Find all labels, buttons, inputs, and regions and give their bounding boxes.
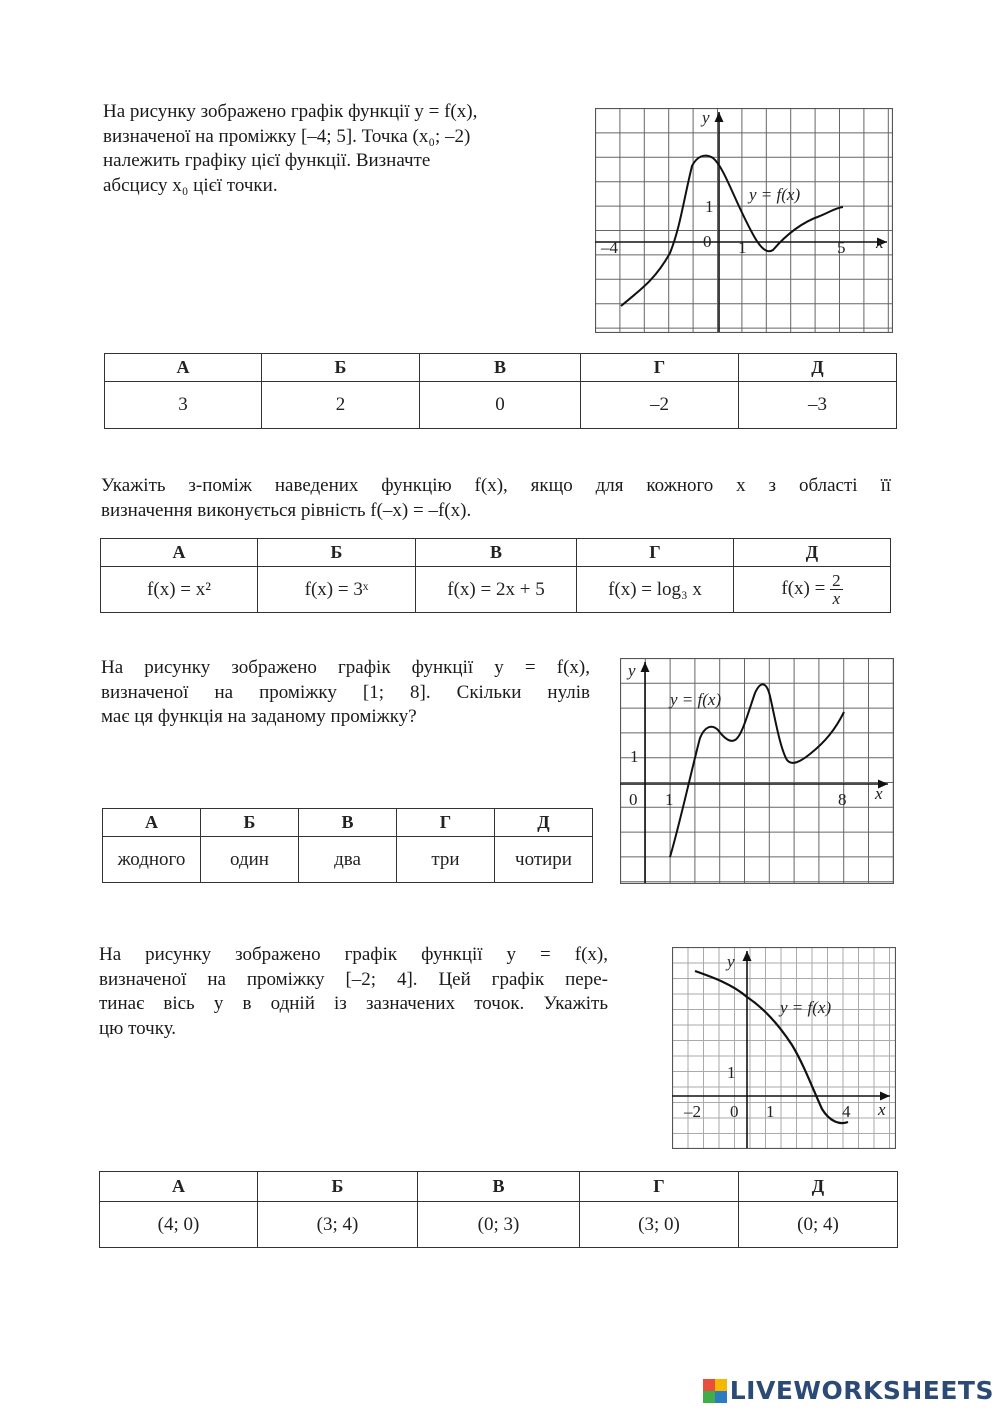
header-b: Б bbox=[258, 1172, 418, 1202]
fraction-numerator: 2 bbox=[832, 571, 841, 590]
grid-border bbox=[621, 659, 894, 884]
grid bbox=[595, 108, 893, 333]
tick-label-0: 0 bbox=[629, 790, 638, 809]
q1-line: абсцису x₀ цієї точки. bbox=[103, 174, 278, 196]
answer-option-b[interactable]: один bbox=[201, 837, 299, 883]
answer-option-b[interactable]: 2 bbox=[262, 382, 420, 429]
tick-label-1y: 1 bbox=[727, 1063, 736, 1082]
axis-y-label: y bbox=[702, 108, 710, 127]
header-a: А bbox=[105, 354, 262, 382]
answer-option-a[interactable]: (4; 0) bbox=[100, 1202, 258, 1248]
header-a: А bbox=[101, 539, 258, 567]
q1-graph bbox=[595, 108, 893, 333]
tick-label-0: 0 bbox=[730, 1102, 739, 1121]
header-b: Б bbox=[201, 809, 299, 837]
y-axis-arrow-icon bbox=[715, 112, 724, 122]
axis-x-label: x bbox=[876, 233, 884, 252]
q4-line: цю точку. bbox=[99, 1017, 177, 1039]
liveworksheets-logo-icon bbox=[703, 1379, 727, 1403]
q2-answer-table bbox=[100, 538, 891, 613]
y-axis-arrow-icon bbox=[641, 662, 650, 672]
liveworksheets-logo[interactable] bbox=[703, 1376, 994, 1405]
q3-line: На рисунку зображено графік функції y = f(x), bbox=[101, 657, 590, 678]
grid bbox=[672, 947, 896, 1149]
header-v: В bbox=[416, 539, 577, 567]
tick-label-8: 8 bbox=[838, 790, 847, 809]
q3-line: визначеної на проміжку [1; 8]. Скільки нулів bbox=[101, 681, 590, 703]
tick-label-0: 0 bbox=[703, 232, 712, 251]
answer-option-g[interactable]: f(x) = log₃ x bbox=[577, 567, 734, 613]
axis-y-label: y bbox=[727, 952, 735, 971]
answer-d-prefix: f(x) = bbox=[781, 577, 826, 599]
logo-tile bbox=[715, 1391, 727, 1403]
logo-text: LIVEWORKSHEETS bbox=[729, 1376, 994, 1405]
q2-line: визначення виконується рівність f(–x) = –f(x). bbox=[101, 499, 472, 521]
header-v: В bbox=[418, 1172, 580, 1202]
q1-answer-table bbox=[104, 353, 897, 429]
q3-text bbox=[101, 656, 590, 730]
tick-label-1x: 1 bbox=[766, 1102, 775, 1121]
header-v: В bbox=[420, 354, 581, 382]
function-label: y = f(x) bbox=[670, 690, 722, 709]
q4-line: визначеної на проміжку [–2; 4]. Цей графік пере- bbox=[99, 968, 608, 990]
tick-label-1x: 1 bbox=[738, 238, 747, 257]
logo-tile bbox=[715, 1379, 727, 1391]
axis-x-label: x bbox=[875, 784, 883, 803]
tick-label-1y: 1 bbox=[630, 747, 639, 766]
header-v: В bbox=[299, 809, 397, 837]
q4-line: На рисунку зображено графік функції y = f(x), bbox=[99, 944, 608, 965]
axis-x-label: x bbox=[878, 1100, 886, 1119]
q4-text bbox=[99, 943, 608, 1041]
function-label: y = f(x) bbox=[749, 185, 801, 204]
answer-option-v[interactable]: f(x) = 2x + 5 bbox=[416, 567, 577, 613]
header-d: Д bbox=[739, 354, 897, 382]
tick-label-5: 5 bbox=[837, 238, 846, 257]
grid-border bbox=[596, 109, 893, 333]
answer-option-v[interactable]: 0 bbox=[420, 382, 581, 429]
answer-option-a[interactable]: f(x) = x² bbox=[101, 567, 258, 613]
answer-option-d[interactable]: –3 bbox=[739, 382, 897, 429]
answer-option-v[interactable]: (0; 3) bbox=[418, 1202, 580, 1248]
axis-y-label: y bbox=[628, 661, 636, 680]
q1-graph-svg bbox=[595, 108, 893, 333]
tick-label-neg4: –4 bbox=[601, 238, 618, 257]
answer-option-a[interactable]: 3 bbox=[105, 382, 262, 429]
function-curve bbox=[670, 684, 844, 857]
answer-option-g[interactable]: три bbox=[397, 837, 495, 883]
q2-line: Укажіть з-поміж наведених функцію f(x), якщо для кожного x з області її bbox=[101, 475, 891, 496]
answer-option-g[interactable]: (3; 0) bbox=[580, 1202, 739, 1248]
header-d: Д bbox=[734, 539, 891, 567]
q1-line: На рисунку зображено графік функції y = f(x), bbox=[103, 101, 478, 122]
answer-option-a[interactable]: жодного bbox=[103, 837, 201, 883]
header-b: Б bbox=[262, 354, 420, 382]
q2-text bbox=[101, 474, 891, 523]
logo-tile bbox=[703, 1379, 715, 1391]
fraction bbox=[830, 572, 843, 607]
q4-line: тинає вісь y в одній із зазначених точок. Укажіть bbox=[99, 993, 608, 1014]
q1-text bbox=[103, 100, 565, 198]
q4-graph bbox=[672, 947, 896, 1149]
answer-option-g[interactable]: –2 bbox=[581, 382, 739, 429]
tick-label-4: 4 bbox=[842, 1102, 851, 1121]
header-d: Д bbox=[739, 1172, 898, 1202]
answer-option-b[interactable]: f(x) = 3ˣ bbox=[258, 567, 416, 613]
answer-option-d[interactable] bbox=[734, 567, 891, 613]
fraction-denominator: x bbox=[832, 589, 841, 608]
q1-line: визначеної на проміжку [–4; 5]. Точка (x₀; –2) bbox=[103, 125, 471, 147]
q4-graph-svg bbox=[672, 947, 896, 1149]
header-g: Г bbox=[580, 1172, 739, 1202]
function-label: y = f(x) bbox=[780, 998, 832, 1017]
q3-graph bbox=[620, 658, 894, 884]
header-g: Г bbox=[581, 354, 739, 382]
tick-label-1x: 1 bbox=[665, 790, 674, 809]
header-g: Г bbox=[397, 809, 495, 837]
answer-option-d[interactable]: чотири bbox=[495, 837, 593, 883]
header-d: Д bbox=[495, 809, 593, 837]
q3-line: має ця функція на заданому проміжку? bbox=[101, 706, 417, 727]
tick-label-neg2: –2 bbox=[684, 1102, 701, 1121]
answer-option-v[interactable]: два bbox=[299, 837, 397, 883]
header-b: Б bbox=[258, 539, 416, 567]
answer-option-b[interactable]: (3; 4) bbox=[258, 1202, 418, 1248]
header-a: А bbox=[103, 809, 201, 837]
tick-label-1y: 1 bbox=[705, 197, 714, 216]
q4-answer-table bbox=[99, 1171, 898, 1248]
header-a: А bbox=[100, 1172, 258, 1202]
logo-tile bbox=[703, 1391, 715, 1403]
q3-answer-table bbox=[102, 808, 593, 883]
grid bbox=[620, 658, 894, 884]
header-g: Г bbox=[577, 539, 734, 567]
q3-graph-svg bbox=[620, 658, 894, 884]
answer-option-d[interactable]: (0; 4) bbox=[739, 1202, 898, 1248]
q1-line: належить графіку цієї функції. Визначте bbox=[103, 150, 431, 171]
